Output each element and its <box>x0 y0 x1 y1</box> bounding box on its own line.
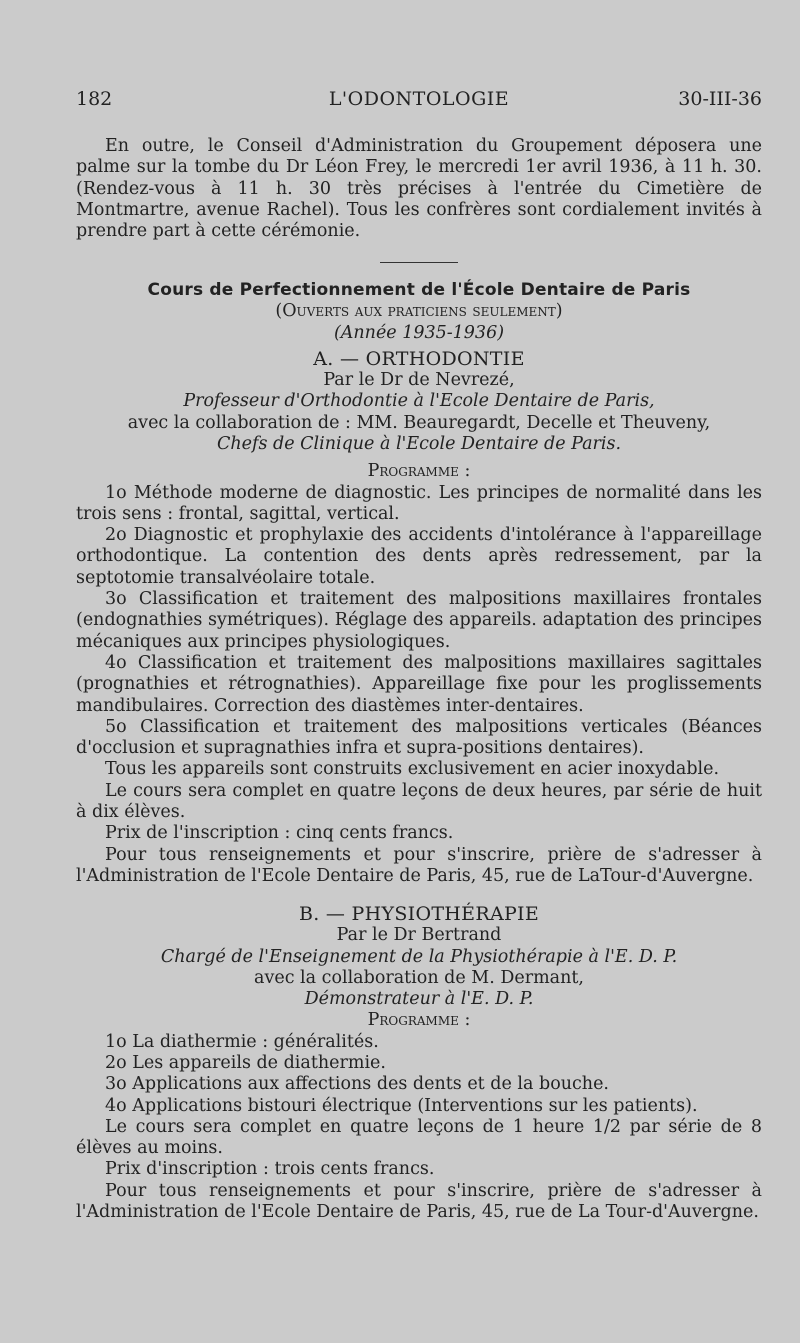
section-a-appliances-note: Tous les appareils sont construits exclusivement en acier inoxydable. <box>105 759 720 780</box>
section-a-item: 3o Classification et traitement des malpositions maxillaires frontales (endognathies symétriques). Réglage des appareils. adaptation des principes mécaniques aux principes physiologiques. <box>76 589 762 652</box>
section-a-item: 2o Diagnostic et prophylaxie des accidents d'intolérance à l'appareillage orthodontique. La contention des dents après redressement, par la septotomie transalvéolaire totale. <box>76 525 762 588</box>
section-a-item: 4o Classification et traitement des malpositions maxillaires sagittales (prognathies et rétrognathies). Appareillage fixe pour les proglissements mandibulaires. Correction des diastèmes inter-dentaires. <box>76 652 762 716</box>
journal-title: L'ODONTOLOGIE <box>328 88 510 110</box>
section-b-item: 4o Applications bistouri électrique (Interventions sur les patients). <box>105 1095 698 1116</box>
section-a-item: 5o Classification et traitement des malpositions verticales (Béances d'occlusion et supragnathies infra et supra-positions dentaires). <box>76 716 762 759</box>
section-a-professor: Par le Dr de Nevrezé, <box>323 370 515 391</box>
course-subtitle: (Ouverts aux praticiens seulement) <box>275 301 563 322</box>
section-b-item: 1o La diathermie : généralités. <box>105 1031 379 1052</box>
section-a-item: 1o Méthode moderne de diagnostic. Les principes de normalité dans les trois sens : frontal, sagittal, vertical. <box>76 482 762 524</box>
issue-date: 30-III-36 <box>678 88 762 110</box>
section-b-programme-label: Programme : <box>367 1010 471 1031</box>
section-divider <box>380 262 458 263</box>
section-a-professor-role: Professeur d'Orthodontie à l'Ecole Dentaire de Paris, <box>183 391 655 412</box>
section-a-heading: A. — ORTHODONTIE <box>313 348 525 371</box>
section-a-collaboration: avec la collaboration de : MM. Beauregardt, Decelle et Theuveny, <box>127 412 711 433</box>
course-title: Cours de Perfectionnement de l'École Dentaire de Paris <box>147 280 691 301</box>
page-number: 182 <box>76 88 113 110</box>
course-year: (Année 1935-1936) <box>333 322 505 343</box>
section-b-item: 2o Les appareils de diathermie. <box>105 1052 386 1073</box>
section-b-contact: Pour tous renseignements et pour s'inscrire, prière de s'adresser à l'Administration de l'Ecole Dentaire de Paris, 45, rue de La Tour-d'Auvergne. <box>76 1180 762 1223</box>
section-a-programme-label: Programme : <box>367 461 471 482</box>
section-b-professor: Par le Dr Bertrand <box>336 925 502 946</box>
section-b-item: 3o Applications aux affections des dents et de la bouche. <box>105 1074 609 1095</box>
section-a-collaborators-role: Chefs de Clinique à l'Ecole Dentaire de Paris. <box>216 433 622 454</box>
section-b-professor-role: Chargé de l'Enseignement de la Physiothérapie à l'E. D. P. <box>160 946 678 967</box>
section-b-collaborator-role: Démonstrateur à l'E. D. P. <box>304 989 534 1010</box>
section-a-course-length: Le cours sera complet en quatre leçons de deux heures, par série de huit à dix élèves. <box>76 780 762 823</box>
article-body <box>76 136 762 1223</box>
running-header <box>76 88 762 114</box>
section-a-price: Prix de l'inscription : cinq cents francs. <box>105 823 454 844</box>
section-b-heading: B. — PHYSIOTHÉRAPIE <box>298 903 540 926</box>
section-b-course-length: Le cours sera complet en quatre leçons de 1 heure 1/2 par série de 8 élèves au moins. <box>76 1116 762 1159</box>
section-a-contact: Pour tous renseignements et pour s'inscrire, prière de s'adresser à l'Administration de l'Ecole Dentaire de Paris, 45, rue de LaTour-d'Auvergne. <box>76 844 762 886</box>
section-b-price: Prix d'inscription : trois cents francs. <box>105 1159 435 1180</box>
section-b-collaboration: avec la collaboration de M. Dermant, <box>254 967 584 988</box>
intro-paragraph: En outre, le Conseil d'Administration du Groupement déposera une palme sur la tombe du Dr Léon Frey, le mercredi 1er avril 1936, à 11 h. 30. (Rendez-vous à 11 h. 30 très précises à l'entrée du Cimetière de Montmartre, avenue Rachel). Tous les confrères sont cordialement invités à prendre part à cette cérémonie. <box>76 136 762 242</box>
